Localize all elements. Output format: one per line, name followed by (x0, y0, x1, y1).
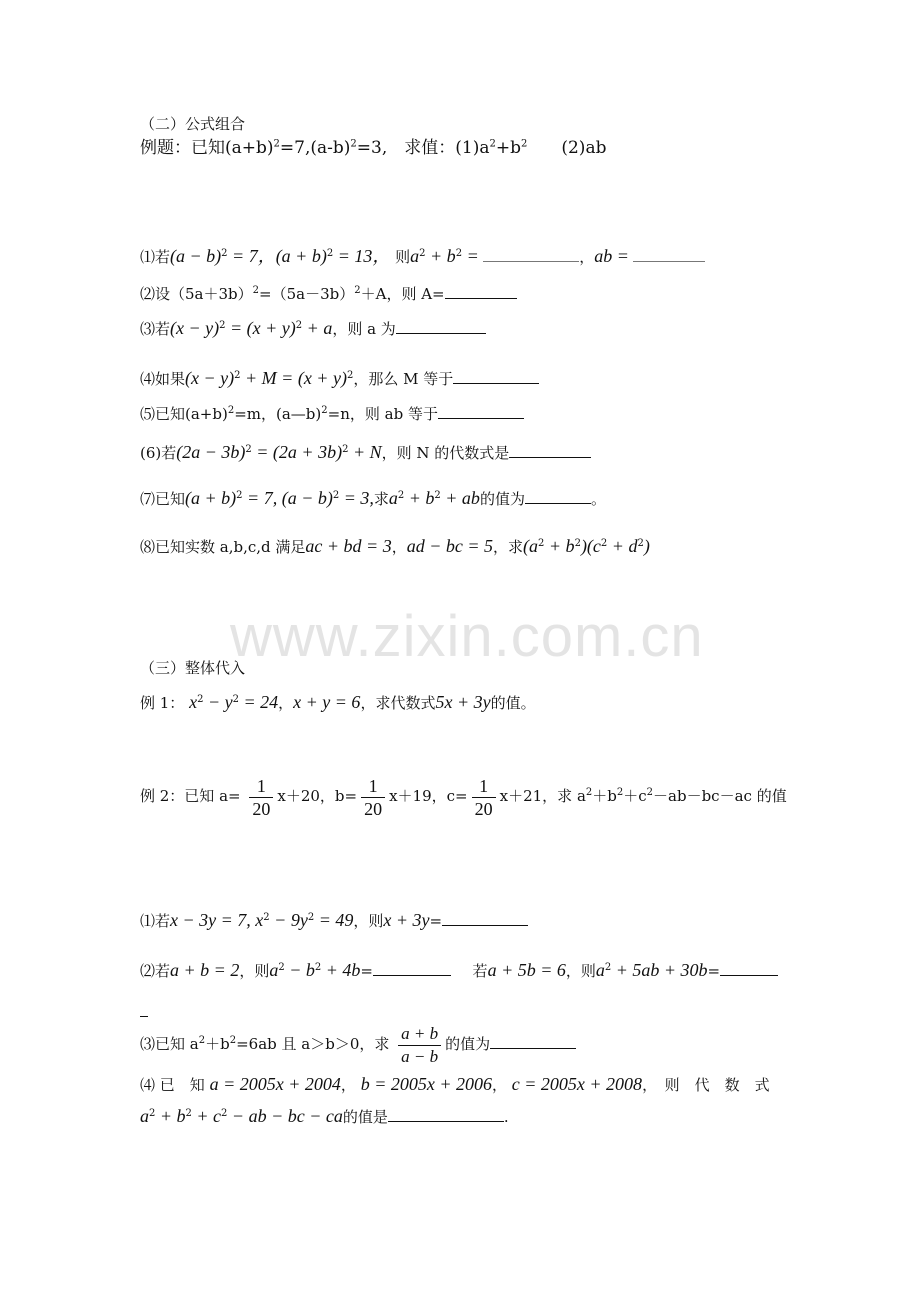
text: ， (278, 694, 294, 712)
text: 若 (472, 962, 488, 980)
answer-blank[interactable] (388, 1105, 504, 1122)
math: + ab (440, 488, 480, 508)
exponent: 2 (419, 248, 426, 259)
math: ) (643, 536, 650, 556)
text: = (429, 912, 443, 930)
exponent: 2 (600, 538, 608, 549)
fraction-denominator: a − b (401, 1046, 439, 1066)
math: )(c (580, 536, 601, 556)
text: 已知 a (155, 1035, 199, 1053)
text: 则 (395, 248, 411, 266)
section3-example-1 (140, 690, 536, 715)
problem-number: ⑶ (140, 320, 156, 338)
problem-8 (140, 534, 650, 559)
exponent: 2 (278, 962, 285, 973)
exponent: 2 (229, 1035, 237, 1046)
text: = (707, 962, 721, 980)
exponent: 2 (350, 138, 357, 150)
text: 若 (155, 962, 171, 980)
math: x (189, 692, 198, 712)
math: = 7, (a − b) (242, 488, 333, 508)
math: + c (191, 1106, 222, 1126)
math: ad − bc = 5 (406, 536, 494, 556)
text: 已 知 (159, 1076, 205, 1094)
text: 如果 (155, 370, 186, 388)
section3-problem-4-cont (140, 1104, 509, 1129)
fraction-numerator: 1 (472, 775, 496, 798)
exponent: 2 (221, 248, 228, 259)
exponent: 2 (198, 1035, 206, 1046)
exponent: 2 (354, 285, 361, 296)
text: ， (340, 1076, 356, 1094)
exponent: 2 (219, 320, 226, 331)
exponent: 2 (637, 538, 644, 549)
problem-number: ⑸ (140, 405, 156, 423)
section3-problem-3 (140, 1020, 576, 1068)
fraction-denominator: 20 (364, 798, 383, 819)
exponent: 2 (455, 248, 463, 259)
exponent: 2 (520, 138, 528, 150)
math: + 5ab + 30b (611, 960, 708, 980)
math: (a (523, 536, 539, 556)
exponent: 2 (342, 444, 349, 455)
exponent: 2 (489, 138, 496, 150)
problem-1 (140, 244, 705, 269)
problem-number: ⑵ (140, 285, 156, 303)
text: 。 (590, 490, 606, 508)
example-label: 例 1： (140, 694, 185, 712)
math: = 3, (339, 488, 374, 508)
answer-blank[interactable] (633, 245, 705, 262)
text: ， 则 代 数 式 (642, 1076, 770, 1094)
fraction-numerator: a + b (398, 1023, 441, 1046)
exponent: 2 (185, 1108, 192, 1119)
text: 若 (161, 444, 177, 462)
text: x＋20，b= (277, 787, 358, 805)
math: ab = (594, 246, 634, 266)
section3-heading (140, 656, 245, 680)
fraction (361, 775, 385, 820)
math: + 4b (321, 960, 361, 980)
exponent: 2 (397, 490, 405, 501)
answer-blank[interactable] (525, 487, 591, 504)
math: = (x + y) (225, 318, 296, 338)
example-text: (2)ab (527, 138, 607, 158)
text: 已知(a+b) (155, 405, 228, 423)
text: ， (391, 538, 407, 556)
problem-4 (140, 366, 539, 391)
text: ， (491, 1076, 507, 1094)
exponent: 2 (574, 538, 581, 549)
text: －ab－bc－ac 的值 (653, 787, 787, 805)
answer-blank[interactable] (445, 282, 517, 299)
exponent: 2 (616, 787, 624, 798)
fraction-numerator: 1 (361, 775, 385, 798)
exponent: 2 (234, 370, 241, 381)
exponent: 2 (434, 490, 441, 501)
math: (x − y) (185, 368, 235, 388)
answer-blank[interactable] (453, 367, 539, 384)
fraction-denominator: 20 (474, 798, 493, 819)
answer-blank[interactable] (373, 959, 451, 976)
exponent: 2 (585, 787, 593, 798)
exponent: 2 (252, 285, 260, 296)
exponent: 2 (346, 370, 354, 381)
section3-example-2 (140, 772, 787, 820)
text: = (360, 962, 373, 980)
problem-2 (140, 282, 517, 306)
problem-number: ⑷ (140, 1076, 156, 1094)
text: ，求代数式 (360, 694, 436, 712)
problem-5 (140, 402, 524, 426)
problem-number: ⑴ (140, 912, 156, 930)
math: x + 3y (383, 910, 430, 930)
text: 若 (155, 320, 171, 338)
section3-problem-4 (140, 1072, 770, 1097)
math: a (410, 246, 420, 266)
exponent: 2 (236, 490, 243, 501)
math: a + b = 2 (170, 960, 240, 980)
problem-number: ⑻ (140, 538, 156, 556)
section2-example (140, 136, 606, 160)
text: ，则 a 为 (332, 320, 396, 338)
section3-problem-1 (140, 908, 528, 933)
exponent: 2 (646, 787, 654, 798)
example-text: =3, 求值：(1)a (356, 138, 490, 158)
answer-blank[interactable] (483, 245, 579, 262)
example-text: +b (495, 138, 521, 158)
math: (2a − 3b) (176, 442, 246, 462)
math: + N (348, 442, 382, 462)
math: = 13， (333, 246, 391, 266)
problem-number: ⑺ (140, 490, 156, 508)
math: = 49 (314, 910, 354, 930)
text: ，则 N 的代数式是 (381, 444, 510, 462)
exponent: 2 (321, 405, 328, 416)
math: a (140, 1106, 149, 1126)
example-label: 例题： (140, 138, 191, 158)
example-text: 已知(a+b) (191, 138, 274, 158)
text: ， (579, 248, 595, 266)
fraction (249, 775, 273, 820)
text: ＋b (205, 1035, 230, 1053)
math: = 24 (238, 692, 279, 712)
text: =6ab 且 a＞b＞0，求 (236, 1035, 390, 1053)
text: 的值为 (445, 1035, 491, 1053)
text: 的值为 (479, 490, 525, 508)
exponent: 2 (149, 1108, 156, 1119)
math: 5x + 3y (435, 692, 491, 712)
math: = 7，(a + b) (227, 246, 327, 266)
problem-number: ⑶ (140, 1035, 156, 1053)
math: + d (607, 536, 638, 556)
math: − ab − bc − ca (227, 1106, 343, 1126)
text: ＋b (592, 787, 617, 805)
math: + b (404, 488, 435, 508)
text: 已知 (155, 490, 186, 508)
answer-blank[interactable] (442, 909, 528, 926)
exponent: 2 (538, 538, 545, 549)
math: = (2a + 3b) (251, 442, 343, 462)
exponent: 2 (221, 1108, 228, 1119)
example-text: =7,(a-b) (279, 138, 351, 158)
fraction (398, 1023, 441, 1068)
text: =n，则 ab 等于 (327, 405, 438, 423)
answer-blank-continuation (140, 1016, 148, 1017)
text: ，求 (493, 538, 524, 556)
math: (a + b) (185, 488, 237, 508)
math: a (595, 960, 605, 980)
problem-number: (6) (140, 444, 162, 462)
problem-3 (140, 316, 486, 341)
math: c = 2005x + 2008 (511, 1074, 643, 1094)
math: a + 5b = 6 (487, 960, 566, 980)
text: ，则 (353, 912, 384, 930)
text: ，则 (565, 962, 596, 980)
math: (x − y) (170, 318, 220, 338)
math: a (269, 960, 279, 980)
answer-blank[interactable] (438, 402, 524, 419)
math: x − 3y = 7, x (170, 910, 264, 930)
problem-6 (140, 440, 591, 465)
answer-blank[interactable] (396, 317, 486, 334)
exponent: 2 (604, 962, 612, 973)
text: x＋19，c= (389, 787, 468, 805)
heading-text: （二）公式组合 (140, 115, 246, 133)
exponent: 2 (332, 490, 340, 501)
answer-blank[interactable] (509, 441, 591, 458)
watermark: www.zixin.com.cn (230, 604, 704, 669)
exponent: 2 (326, 248, 334, 259)
fraction-numerator: 1 (249, 775, 273, 798)
math: + b (425, 246, 456, 266)
problem-number: ⑵ (140, 962, 156, 980)
exponent: 2 (263, 912, 270, 923)
text: 的值是 (342, 1108, 388, 1126)
exponent: 2 (307, 912, 315, 923)
math: = (462, 246, 484, 266)
problem-number: ⑷ (140, 370, 156, 388)
text: 设（5a＋3b） (155, 285, 253, 303)
text: ，则 (239, 962, 270, 980)
exponent: 2 (197, 694, 204, 705)
section3-problem-2 (140, 958, 778, 983)
exponent: 2 (295, 320, 303, 331)
text: 若 (155, 912, 171, 930)
answer-blank[interactable] (490, 1032, 576, 1049)
text: . (503, 1108, 509, 1126)
exponent: 2 (232, 694, 239, 705)
example-label: 例 2：已知 a= (140, 787, 241, 805)
text: ＋c (623, 787, 647, 805)
math: a (388, 488, 398, 508)
math: a = 2005x + 2004 (209, 1074, 341, 1094)
exponent: 2 (227, 405, 235, 416)
problem-7 (140, 486, 606, 511)
text: 的值。 (490, 694, 536, 712)
text: 若 (155, 248, 171, 266)
answer-blank[interactable] (720, 959, 778, 976)
math: − b (284, 960, 315, 980)
exponent: 2 (245, 444, 252, 455)
math: − y (203, 692, 233, 712)
math: x + y = 6 (293, 692, 361, 712)
math: + a (302, 318, 333, 338)
math: + b (155, 1106, 186, 1126)
math: ac + bd = 3 (305, 536, 392, 556)
problem-number: ⑴ (140, 248, 156, 266)
text: =m，(a—b) (234, 405, 322, 423)
fraction (472, 775, 496, 820)
text: 已知实数 a,b,c,d 满足 (155, 538, 306, 556)
heading-text: （三）整体代入 (140, 659, 246, 677)
text: ＋A，则 A= (360, 285, 445, 303)
math: − 9y (269, 910, 308, 930)
exponent: 2 (314, 962, 322, 973)
text: ，那么 M 等于 (353, 370, 454, 388)
math: + M = (x + y) (240, 368, 347, 388)
text: =（5a－3b） (259, 285, 355, 303)
exponent: 2 (273, 138, 280, 150)
math: b = 2005x + 2006 (360, 1074, 492, 1094)
text: x＋21，求 a (499, 787, 586, 805)
fraction-denominator: 20 (252, 798, 271, 819)
math: + b (544, 536, 575, 556)
section2-heading (140, 112, 245, 136)
text: 求 (373, 490, 389, 508)
math: (a − b) (170, 246, 222, 266)
